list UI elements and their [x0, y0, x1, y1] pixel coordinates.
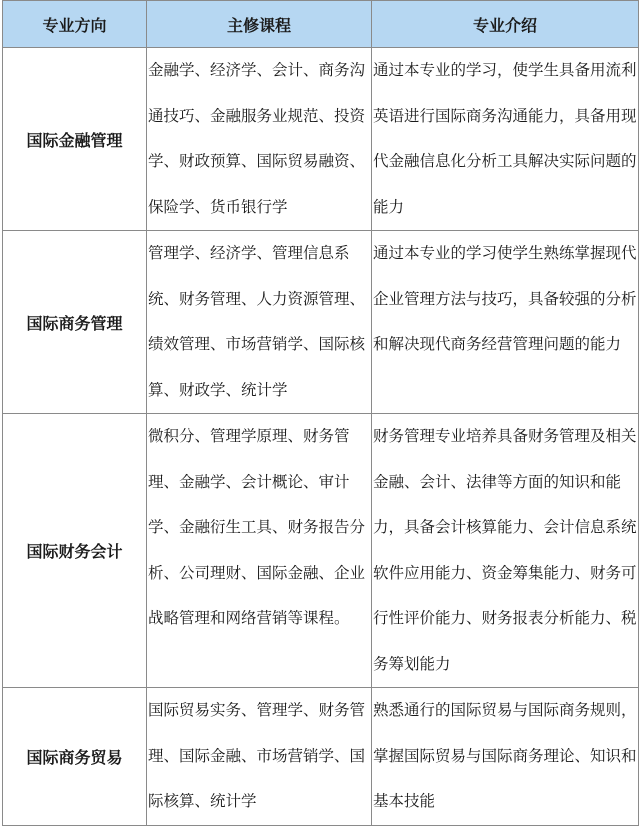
major-name: 国际金融管理 — [3, 48, 147, 231]
table-row — [3, 231, 639, 414]
majors-table — [2, 0, 639, 826]
major-intro: 通过本专业的学习，使学生具备用流利英语进行国际商务沟通能力，具备用现代金融信息化分析工具解决实际问题的能力 — [372, 48, 639, 231]
table-row — [3, 688, 639, 826]
major-name: 国际商务管理 — [3, 231, 147, 414]
header-intro: 专业介绍 — [372, 1, 639, 48]
table-row — [3, 48, 639, 231]
major-name: 国际商务贸易 — [3, 688, 147, 826]
header-courses: 主修课程 — [147, 1, 372, 48]
table-header-row — [3, 1, 639, 48]
major-courses: 金融学、经济学、会计、商务沟通技巧、金融服务业规范、投资学、财政预算、国际贸易融资、保险学、货币银行学 — [147, 48, 372, 231]
major-name: 国际财务会计 — [3, 414, 147, 688]
major-intro: 通过本专业的学习使学生熟练掌握现代企业管理方法与技巧，具备较强的分析和解决现代商务经营管理问题的能力 — [372, 231, 639, 414]
major-intro: 财务管理专业培养具备财务管理及相关金融、会计、法律等方面的知识和能力，具备会计核算能力、会计信息系统软件应用能力、资金筹集能力、财务可行性评价能力、财务报表分析能力、税务筹划能力 — [372, 414, 639, 688]
major-courses: 管理学、经济学、管理信息系统、财务管理、人力资源管理、绩效管理、市场营销学、国际核算、财政学、统计学 — [147, 231, 372, 414]
major-intro: 熟悉通行的国际贸易与国际商务规则，掌握国际贸易与国际商务理论、知识和基本技能 — [372, 688, 639, 826]
major-courses: 微积分、管理学原理、财务管理、金融学、会计概论、审计学、金融衍生工具、财务报告分析、公司理财、国际金融、企业战略管理和网络营销等课程。 — [147, 414, 372, 688]
header-major: 专业方向 — [3, 1, 147, 48]
major-courses: 国际贸易实务、管理学、财务管理、国际金融、市场营销学、国际核算、统计学 — [147, 688, 372, 826]
table-row — [3, 414, 639, 688]
